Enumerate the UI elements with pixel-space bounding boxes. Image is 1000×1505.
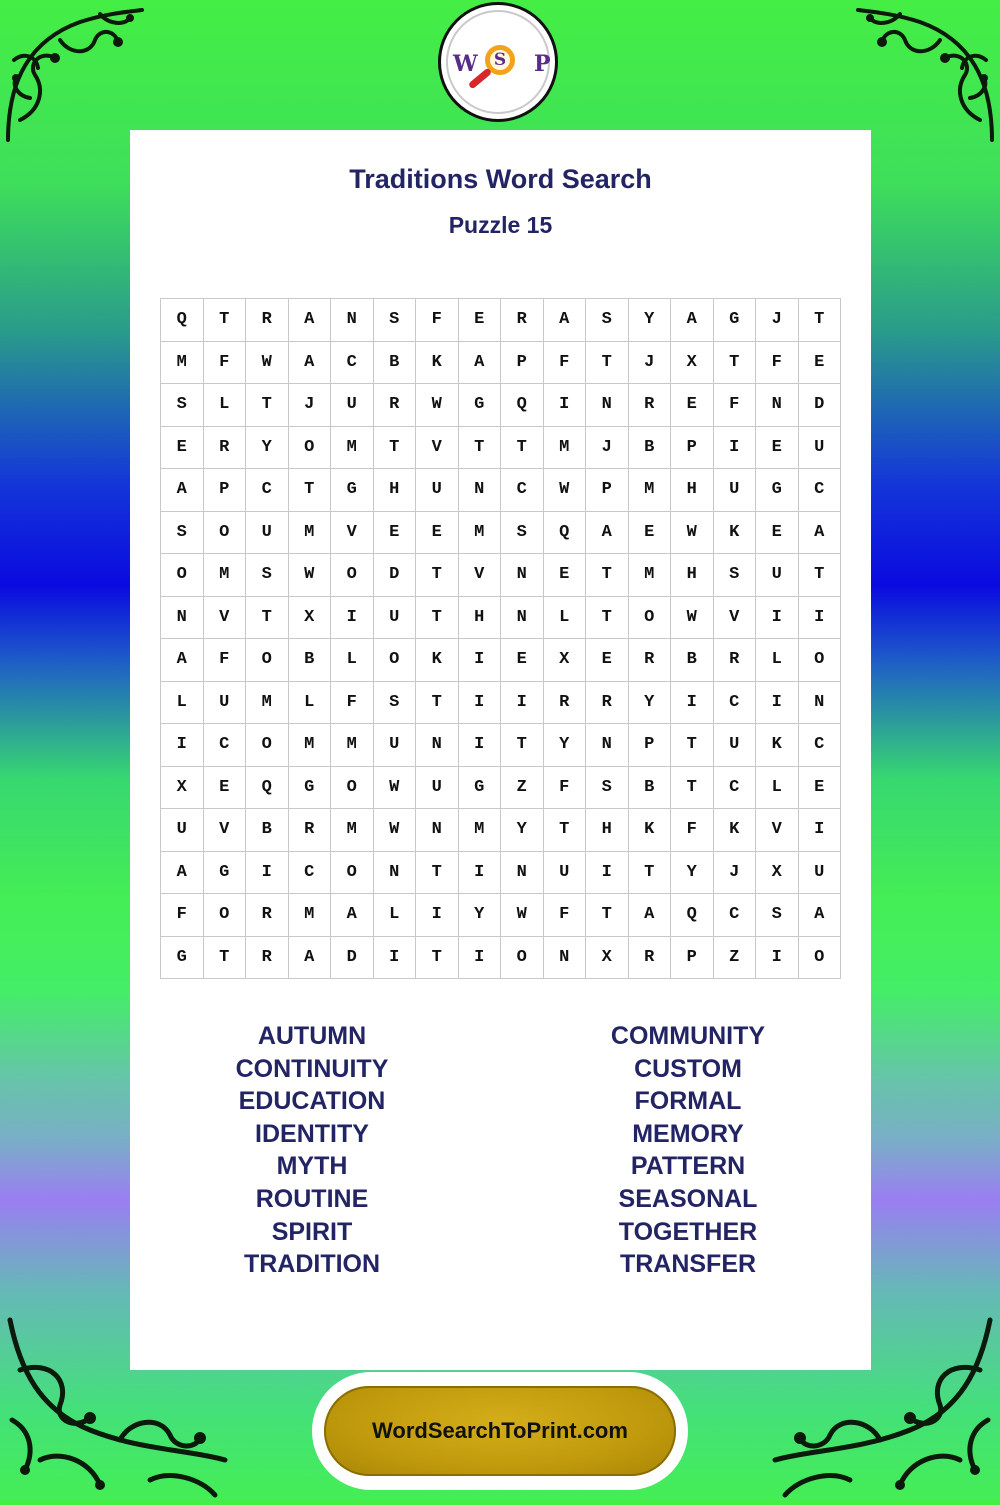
grid-cell[interactable]: I [799,809,842,852]
grid-cell[interactable]: T [204,937,247,980]
grid-cell[interactable]: H [459,597,502,640]
grid-cell[interactable]: G [459,384,502,427]
grid-cell[interactable]: X [671,342,714,385]
grid-cell[interactable]: M [331,724,374,767]
grid-cell[interactable]: K [714,512,757,555]
grid-cell[interactable]: I [714,427,757,470]
grid-cell[interactable]: J [629,342,672,385]
grid-cell[interactable]: J [714,852,757,895]
grid-cell[interactable]: C [501,469,544,512]
grid-cell[interactable]: T [501,427,544,470]
grid-cell[interactable]: A [544,299,587,342]
grid-cell[interactable]: U [544,852,587,895]
grid-cell[interactable]: I [671,682,714,725]
grid-cell[interactable]: T [501,724,544,767]
grid-cell[interactable]: C [714,767,757,810]
word-list-item: CONTINUITY [235,1054,389,1083]
grid-cell[interactable]: B [671,639,714,682]
grid-cell[interactable]: R [629,937,672,980]
ornamental-flourish-icon [850,0,1000,150]
grid-cell[interactable]: T [671,724,714,767]
grid-cell[interactable]: H [374,469,417,512]
grid-cell[interactable]: M [629,554,672,597]
grid-cell[interactable]: T [586,894,629,937]
footer-button[interactable] [324,1386,676,1476]
grid-cell[interactable]: M [544,427,587,470]
grid-cell[interactable]: F [756,342,799,385]
grid-cell[interactable]: L [374,894,417,937]
grid-cell[interactable]: I [586,852,629,895]
grid-cell[interactable]: N [416,724,459,767]
grid-cell[interactable]: I [374,937,417,980]
grid-cell[interactable]: V [204,597,247,640]
grid-cell[interactable]: Q [161,299,204,342]
corner-flourish-top-left [0,0,150,150]
grid-cell[interactable]: I [331,597,374,640]
grid-cell[interactable]: U [246,512,289,555]
grid-cell[interactable]: C [331,342,374,385]
grid-cell[interactable]: N [544,937,587,980]
word-list-item: TOGETHER [618,1217,758,1246]
grid-cell[interactable]: F [544,894,587,937]
grid-cell[interactable]: V [204,809,247,852]
grid-cell[interactable]: M [289,512,332,555]
grid-cell[interactable]: Z [501,767,544,810]
word-list-item: MEMORY [632,1119,744,1148]
grid-cell[interactable]: Q [671,894,714,937]
grid-cell[interactable]: C [714,894,757,937]
grid-cell[interactable]: G [756,469,799,512]
grid-cell[interactable]: E [799,767,842,810]
grid-cell[interactable]: S [374,299,417,342]
grid-cell[interactable]: X [289,597,332,640]
grid-cell[interactable]: B [289,639,332,682]
grid-cell[interactable]: N [586,384,629,427]
grid-cell[interactable]: A [799,512,842,555]
grid-cell[interactable]: E [204,767,247,810]
grid-cell[interactable]: Y [629,299,672,342]
grid-cell[interactable]: Y [544,724,587,767]
grid-cell[interactable]: E [374,512,417,555]
grid-cell[interactable]: T [416,852,459,895]
puzzle-subtitle: Puzzle 15 [448,212,553,238]
grid-cell[interactable]: H [586,809,629,852]
grid-cell[interactable]: B [629,767,672,810]
grid-cell[interactable]: C [204,724,247,767]
grid-cell[interactable]: A [799,894,842,937]
grid-cell[interactable]: C [714,682,757,725]
puzzle-card [130,130,871,1370]
logo-letter-w: W [453,51,478,77]
grid-cell[interactable]: L [161,682,204,725]
grid-cell[interactable]: L [756,639,799,682]
grid-cell[interactable]: E [161,427,204,470]
grid-cell[interactable]: S [161,384,204,427]
grid-cell[interactable]: E [416,512,459,555]
grid-cell[interactable]: T [544,809,587,852]
grid-cell[interactable]: W [289,554,332,597]
grid-cell[interactable]: N [161,597,204,640]
grid-cell[interactable]: F [544,767,587,810]
grid-cell[interactable]: L [544,597,587,640]
ornamental-flourish-icon [0,0,150,150]
grid-cell[interactable]: V [416,427,459,470]
grid-cell[interactable]: E [544,554,587,597]
grid-cell[interactable]: O [799,937,842,980]
grid-cell[interactable]: R [246,937,289,980]
grid-cell[interactable]: C [289,852,332,895]
grid-cell[interactable]: G [161,937,204,980]
grid-cell[interactable]: O [629,597,672,640]
grid-cell[interactable]: N [374,852,417,895]
grid-cell[interactable]: J [756,299,799,342]
grid-cell[interactable]: R [289,809,332,852]
grid-cell[interactable]: W [544,469,587,512]
grid-cell[interactable]: U [204,682,247,725]
grid-cell[interactable]: O [204,894,247,937]
grid-cell[interactable]: D [331,937,374,980]
grid-cell[interactable]: B [374,342,417,385]
grid-cell[interactable]: Y [459,894,502,937]
grid-cell[interactable]: I [799,597,842,640]
grid-cell[interactable]: O [799,639,842,682]
grid-cell[interactable]: S [161,512,204,555]
grid-cell[interactable]: S [586,299,629,342]
grid-cell[interactable]: L [289,682,332,725]
grid-cell[interactable]: U [331,384,374,427]
grid-cell[interactable]: R [246,299,289,342]
grid-cell[interactable]: T [416,597,459,640]
grid-cell[interactable]: V [331,512,374,555]
grid-cell[interactable]: L [331,639,374,682]
grid-cell[interactable]: O [331,852,374,895]
grid-cell[interactable]: I [756,937,799,980]
grid-cell[interactable]: G [289,767,332,810]
grid-cell[interactable]: I [416,894,459,937]
corner-flourish-top-right [850,0,1000,150]
grid-cell[interactable]: F [671,809,714,852]
grid-cell[interactable]: K [416,342,459,385]
grid-cell[interactable]: W [416,384,459,427]
grid-cell[interactable]: T [246,597,289,640]
grid-cell[interactable]: G [204,852,247,895]
grid-cell[interactable]: Y [501,809,544,852]
grid-cell[interactable]: U [799,852,842,895]
grid-cell[interactable]: W [501,894,544,937]
grid-cell[interactable]: P [671,427,714,470]
grid-cell[interactable]: C [246,469,289,512]
grid-cell[interactable]: I [459,639,502,682]
grid-cell[interactable]: D [374,554,417,597]
grid-cell[interactable]: U [714,469,757,512]
word-list-item: IDENTITY [255,1119,369,1148]
grid-cell[interactable]: O [331,554,374,597]
grid-cell[interactable]: N [586,724,629,767]
grid-cell[interactable]: W [374,809,417,852]
grid-cell[interactable]: A [459,342,502,385]
grid-cell[interactable]: O [501,937,544,980]
grid-cell[interactable]: T [204,299,247,342]
grid-cell[interactable]: P [671,937,714,980]
grid-cell[interactable]: J [289,384,332,427]
grid-cell[interactable]: E [799,342,842,385]
grid-cell[interactable]: O [161,554,204,597]
grid-cell[interactable]: S [246,554,289,597]
grid-cell[interactable]: F [714,384,757,427]
grid-cell[interactable]: O [246,639,289,682]
footer-badge [312,1372,688,1490]
grid-cell[interactable]: I [459,937,502,980]
grid-cell[interactable]: K [714,809,757,852]
grid-cell[interactable]: C [799,469,842,512]
grid-cell[interactable]: N [501,554,544,597]
grid-cell[interactable]: T [416,682,459,725]
site-logo[interactable] [438,2,558,122]
grid-cell[interactable]: U [799,427,842,470]
grid-cell[interactable]: K [756,724,799,767]
grid-cell[interactable]: R [714,639,757,682]
grid-cell[interactable]: T [671,767,714,810]
grid-cell[interactable]: B [246,809,289,852]
logo-letter-p: P [534,51,551,77]
grid-cell[interactable]: R [544,682,587,725]
grid-cell[interactable]: X [544,639,587,682]
grid-cell[interactable]: V [714,597,757,640]
grid-cell[interactable]: H [671,554,714,597]
grid-cell[interactable]: F [161,894,204,937]
grid-cell[interactable]: A [671,299,714,342]
grid-cell[interactable]: T [374,427,417,470]
grid-cell[interactable]: O [289,427,332,470]
grid-cell[interactable]: I [756,597,799,640]
grid-cell[interactable]: N [799,682,842,725]
grid-cell[interactable]: N [756,384,799,427]
grid-cell[interactable]: T [459,427,502,470]
grid-cell[interactable]: V [756,809,799,852]
grid-cell[interactable]: T [714,342,757,385]
grid-cell[interactable]: Q [501,384,544,427]
grid-cell[interactable]: M [246,682,289,725]
grid-cell[interactable]: I [501,682,544,725]
word-list-item: PATTERN [630,1152,746,1181]
grid-cell[interactable]: K [416,639,459,682]
grid-cell[interactable]: N [416,809,459,852]
grid-cell[interactable]: P [629,724,672,767]
grid-cell[interactable]: A [586,512,629,555]
grid-cell[interactable]: R [629,639,672,682]
word-list-item: FORMAL [634,1087,742,1116]
grid-cell[interactable]: S [714,554,757,597]
grid-cell[interactable]: O [374,639,417,682]
word-list-item: AUTUMN [257,1022,367,1050]
grid-cell[interactable]: M [629,469,672,512]
grid-cell[interactable]: W [671,597,714,640]
grid-cell[interactable]: A [161,469,204,512]
grid-cell[interactable]: A [161,639,204,682]
grid-cell[interactable]: T [416,937,459,980]
grid-cell[interactable]: G [331,469,374,512]
grid-cell[interactable]: P [204,469,247,512]
grid-cell[interactable]: A [629,894,672,937]
grid-cell[interactable]: E [756,512,799,555]
word-list-item: SEASONAL [618,1184,758,1213]
grid-cell[interactable]: E [756,427,799,470]
word-list-item: TRANSFER [619,1250,757,1279]
grid-cell[interactable]: O [204,512,247,555]
word-list-item: MYTH [276,1152,348,1181]
grid-cell[interactable]: N [331,299,374,342]
grid-cell[interactable]: S [756,894,799,937]
word-list-item: CUSTOM [634,1054,742,1083]
word-list-item: ROUTINE [255,1184,369,1213]
grid-cell[interactable]: U [161,809,204,852]
grid-cell[interactable]: W [671,512,714,555]
grid-cell[interactable]: F [331,682,374,725]
grid-cell[interactable]: C [799,724,842,767]
grid-cell[interactable]: M [161,342,204,385]
grid-cell[interactable]: S [501,512,544,555]
grid-cell[interactable]: R [204,427,247,470]
grid-cell[interactable]: V [459,554,502,597]
grid-cell[interactable]: R [501,299,544,342]
grid-cell[interactable]: T [586,597,629,640]
grid-cell[interactable]: E [629,512,672,555]
grid-cell[interactable]: T [799,554,842,597]
grid-cell[interactable]: O [246,724,289,767]
word-list-left [162,1020,462,1281]
grid-cell[interactable]: E [671,384,714,427]
grid-cell[interactable]: W [246,342,289,385]
grid-cell[interactable]: Q [544,512,587,555]
grid-cell[interactable]: U [714,724,757,767]
grid-cell[interactable]: J [586,427,629,470]
puzzle-title: Traditions Word Search [349,164,652,194]
grid-cell[interactable]: T [629,852,672,895]
grid-cell[interactable]: X [161,767,204,810]
grid-cell[interactable]: M [331,427,374,470]
grid-cell[interactable]: I [756,682,799,725]
grid-cell[interactable]: Z [714,937,757,980]
grid-cell[interactable]: R [629,384,672,427]
grid-cell[interactable]: T [799,299,842,342]
grid-cell[interactable]: N [501,597,544,640]
grid-cell[interactable]: I [459,724,502,767]
word-list-right [538,1020,838,1281]
grid-cell[interactable]: R [246,894,289,937]
grid-cell[interactable]: Y [629,682,672,725]
word-list-item: TRADITION [243,1250,381,1279]
grid-cell[interactable]: I [161,724,204,767]
grid-cell[interactable]: Y [246,427,289,470]
grid-cell[interactable]: Q [246,767,289,810]
grid-cell[interactable]: U [374,597,417,640]
grid-cell[interactable]: E [501,639,544,682]
grid-cell[interactable]: F [544,342,587,385]
grid-cell[interactable]: M [331,809,374,852]
grid-cell[interactable]: P [501,342,544,385]
grid-cell[interactable]: A [289,299,332,342]
grid-cell[interactable]: T [416,554,459,597]
grid-cell[interactable]: S [586,767,629,810]
word-list-item: SPIRIT [271,1217,353,1246]
grid-cell[interactable]: I [459,682,502,725]
word-list-item: EDUCATION [238,1087,386,1116]
grid-cell[interactable]: O [331,767,374,810]
grid-cell[interactable]: U [416,469,459,512]
grid-cell[interactable]: M [289,894,332,937]
logo-letter-s: S [493,50,507,70]
grid-cell[interactable]: T [586,342,629,385]
grid-cell[interactable]: N [501,852,544,895]
grid-cell[interactable]: M [459,512,502,555]
grid-cell[interactable]: A [289,342,332,385]
grid-cell[interactable]: U [416,767,459,810]
grid-cell[interactable]: N [459,469,502,512]
grid-cell[interactable]: F [416,299,459,342]
grid-cell[interactable]: I [544,384,587,427]
grid-cell[interactable]: M [289,724,332,767]
grid-cell[interactable]: F [204,639,247,682]
grid-cell[interactable]: T [586,554,629,597]
grid-cell[interactable]: I [246,852,289,895]
grid-cell[interactable]: E [459,299,502,342]
grid-cell[interactable]: L [204,384,247,427]
grid-cell[interactable]: I [459,852,502,895]
grid-cell[interactable]: U [756,554,799,597]
grid-cell[interactable]: R [374,384,417,427]
grid-cell[interactable]: B [629,427,672,470]
grid-cell[interactable]: G [459,767,502,810]
grid-cell[interactable]: T [289,469,332,512]
grid-cell[interactable]: M [204,554,247,597]
grid-cell[interactable]: P [586,469,629,512]
grid-cell[interactable]: D [799,384,842,427]
footer-site-link[interactable]: WordSearchToPrint.com [372,1418,628,1443]
grid-cell[interactable]: E [586,639,629,682]
letter-grid[interactable] [160,298,841,979]
grid-cell[interactable]: A [289,937,332,980]
grid-cell[interactable]: U [374,724,417,767]
grid-cell[interactable]: R [586,682,629,725]
grid-cell[interactable]: X [756,852,799,895]
grid-cell[interactable]: L [756,767,799,810]
word-list-item: COMMUNITY [610,1022,766,1050]
grid-cell[interactable]: H [671,469,714,512]
grid-cell[interactable]: T [246,384,289,427]
grid-cell[interactable]: F [204,342,247,385]
grid-cell[interactable]: M [459,809,502,852]
grid-cell[interactable]: A [331,894,374,937]
grid-cell[interactable]: S [374,682,417,725]
grid-cell[interactable]: A [161,852,204,895]
grid-cell[interactable]: Y [671,852,714,895]
grid-cell[interactable]: K [629,809,672,852]
grid-cell[interactable]: W [374,767,417,810]
grid-cell[interactable]: X [586,937,629,980]
grid-cell[interactable]: G [714,299,757,342]
